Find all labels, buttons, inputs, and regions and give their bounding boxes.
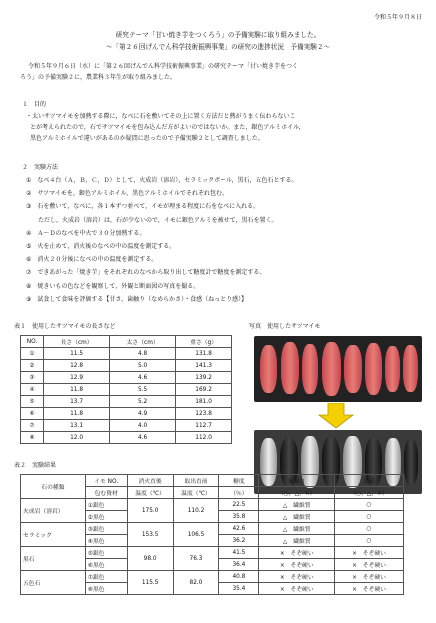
t2-texture: △ 繊維質 <box>259 535 335 547</box>
table2-caption: 表２ 実験結果 <box>14 462 57 469</box>
purpose-line-3: 黒色アルミホイルで違いがあるのか疑問に思ったので予備実験２として調査しました。 <box>30 135 264 142</box>
t1-cell: ⑥ <box>21 408 44 420</box>
t2-sugar: 22.5 <box>219 499 259 511</box>
t1-cell: 5.2 <box>110 396 176 408</box>
t2-mouthfeel: ○ <box>335 499 404 511</box>
title-line-1: 研究テーマ「甘い焼き芋をつくろう」の予備実験に取り組みました。 <box>115 31 321 39</box>
t1-header: 重さ（g） <box>176 336 232 348</box>
t1-cell: 139.2 <box>176 372 232 384</box>
table-row <box>21 571 404 583</box>
t2-mouthfeel: ○ <box>335 523 404 535</box>
table-row <box>21 384 232 396</box>
t1-cell: ⑧ <box>21 432 44 444</box>
t1-cell: 181.0 <box>176 396 232 408</box>
arrow-down-icon <box>317 403 355 429</box>
t1-cell: 5.5 <box>110 384 176 396</box>
t1-cell: ② <box>21 360 44 372</box>
t2-temp-after: 98.0 <box>127 547 173 571</box>
t1-cell: 141.3 <box>176 360 232 372</box>
t2-texture: × そぞ硬い <box>259 583 335 595</box>
section-2-heading: ２ 実験方法 <box>22 164 59 171</box>
method-line: ⑤ 火を止めて，消火後のなべの中の温度を測定する。 <box>26 243 176 250</box>
photo-caption: 写真 使用したサツマイモ <box>249 323 321 330</box>
table2 <box>20 474 404 595</box>
table-row <box>21 372 232 384</box>
method-line: ⑧ 焼きいもの色などを観察して，外観と断面図の写真を撮る。 <box>26 282 200 290</box>
t1-cell: 4.6 <box>110 432 176 444</box>
t2-potato: ⑦銀色 <box>85 571 127 583</box>
t2-sugar: 40.8 <box>219 571 259 583</box>
t2-temp-before: 110.2 <box>173 499 219 523</box>
t2-potato: ③銀色 <box>85 523 127 535</box>
t2-header-mouthfeel-scale: （○，△，×） <box>335 487 404 499</box>
t2-header-texture: 歯触り <box>259 475 335 487</box>
t2-mouthfeel: × そぞ硬い <box>335 559 404 571</box>
title-line-2: ～「第２６回げんでん科学技術振興事業」の研究の進捗状況 予備実験２～ <box>105 43 331 51</box>
method-line: ⑦ できあがった「焼き芋」をそれぞれのなべから取り出して糖度計で糖度を測定する。 <box>26 269 266 277</box>
t2-texture: × そぞ硬い <box>259 571 335 583</box>
t2-mouthfeel: × そぞ硬い <box>335 571 404 583</box>
t1-cell: 12.9 <box>44 372 110 384</box>
table-row <box>21 408 232 420</box>
t2-temp-before: 76.3 <box>173 547 219 571</box>
method-line: ⑥ 消火２０分後になべの中の温度を測定する。 <box>26 256 158 264</box>
t1-cell: 13.1 <box>44 420 110 432</box>
intro-line-2: ろう」の予備実験２に，農業科３年生が取り組みました。 <box>20 74 177 81</box>
t2-temp-after: 175.0 <box>127 499 173 523</box>
t1-cell: 5.0 <box>110 360 176 372</box>
t2-temp-before: 82.0 <box>173 571 219 595</box>
t2-sugar: 42.6 <box>219 523 259 535</box>
t1-cell: ⑤ <box>21 396 44 408</box>
method-line: ⑨ 試食して食味を評価する【甘さ，歯触り（なめらかさ）・食感（ねっとり感）】 <box>26 295 248 303</box>
t2-stone: 火成岩（溶岩） <box>21 499 86 523</box>
t1-cell: 11.8 <box>44 408 110 420</box>
photo-sweet-potatoes <box>254 336 422 402</box>
t2-mouthfeel: × そぞ硬い <box>335 583 404 595</box>
table-row <box>21 396 232 408</box>
t2-temp-before: 106.5 <box>173 523 219 547</box>
t1-cell: 13.7 <box>44 396 110 408</box>
method-line: ただし，火成岩（溶岩）は，石が少ないので，イモに銀色アルミを被せて，黒石を置く。 <box>26 216 278 224</box>
t1-cell: 4.0 <box>110 420 176 432</box>
t2-potato: ⑤銀色 <box>85 547 127 559</box>
t2-temp-after: 153.5 <box>127 523 173 547</box>
t2-mouthfeel: ○ <box>335 535 404 547</box>
method-line: ③ 石を敷いて，なべに，各１本ずつ並べて，イモが埋まる程度に石をなべに入れる。 <box>26 203 260 211</box>
intro-line-1: 令和５年９月６日（水）に「第２６回げんでん科学技術振興事業」の研究テーマ「甘い焼き芋をつく <box>28 63 299 70</box>
t1-cell: ③ <box>21 372 44 384</box>
t2-texture: △ 繊維質 <box>259 523 335 535</box>
table1-caption: 表１ 使用したサツマイモの長さなど <box>14 323 116 330</box>
t1-cell: 4.8 <box>110 348 176 360</box>
table-row <box>21 360 232 372</box>
table-row <box>21 499 404 511</box>
table-row <box>21 348 232 360</box>
table-row <box>21 547 404 559</box>
t2-mouthfeel: ○ <box>335 511 404 523</box>
date: 令和５年９月８日 <box>373 14 422 21</box>
t1-cell: 12.8 <box>44 360 110 372</box>
t2-texture: × そぞ硬い <box>259 559 335 571</box>
method-line: ① なべ４台（Ａ，Ｂ，Ｃ，Ｄ）として，火成岩（溶岩），セラミックボール，黒石，五色石とする。 <box>26 177 298 184</box>
t2-potato: ⑧黒色 <box>85 583 127 595</box>
t2-texture: × そぞ硬い <box>259 547 335 559</box>
t1-cell: 4.9 <box>110 408 176 420</box>
method-line: ② サツマイモを，銀色アルミホイル，黒色アルミホイルでそれぞれ包む。 <box>26 190 228 198</box>
t1-cell: 123.8 <box>176 408 232 420</box>
table-row <box>21 420 232 432</box>
t2-stone: 五色石 <box>21 571 86 595</box>
purpose-line-2: とが考えられたので，石でサツマイモを包み込んだ方がよいのではないか。また，銀色アルミホイル， <box>30 124 305 131</box>
t2-header-temp1-unit: 温度（℃） <box>127 487 173 499</box>
t1-cell: ① <box>21 348 44 360</box>
section-1-heading: １ 目的 <box>22 101 47 108</box>
t2-stone: セラミック <box>21 523 86 547</box>
t2-potato: ①銀色 <box>85 499 127 511</box>
method-line: ④ Ａ～Ｄのなべを中火で３０分加熱する。 <box>26 229 146 237</box>
t1-header: 長さ（cm） <box>44 336 110 348</box>
t2-header-temp1: 消火直後 <box>127 475 173 487</box>
t2-texture: △ 繊維質 <box>259 499 335 511</box>
t1-cell: 12.0 <box>44 432 110 444</box>
t2-potato: ⑥黒色 <box>85 559 127 571</box>
t2-header-temp2-unit: 温度（℃） <box>173 487 219 499</box>
t1-cell: 11.5 <box>44 348 110 360</box>
table-row <box>21 432 232 444</box>
t2-mouthfeel: × そぞ硬い <box>335 547 404 559</box>
t2-header-mouthfeel: 食感 <box>335 475 404 487</box>
t1-header: NO. <box>21 336 44 348</box>
t2-sugar: 41.5 <box>219 547 259 559</box>
table1 <box>20 335 232 444</box>
t1-cell: 112.7 <box>176 420 232 432</box>
t2-sugar: 35.8 <box>219 511 259 523</box>
t1-header: 太さ（cm） <box>110 336 176 348</box>
t2-temp-after: 115.5 <box>127 571 173 595</box>
t2-header-no: イモ NO. <box>85 475 127 487</box>
t2-texture: △ 繊維質 <box>259 511 335 523</box>
t1-cell: 112.0 <box>176 432 232 444</box>
table-row <box>21 523 404 535</box>
t2-sugar: 35.4 <box>219 583 259 595</box>
t2-potato: ④黒色 <box>85 535 127 547</box>
t2-header-sugar: 糖度 <box>219 475 259 487</box>
t1-cell: 131.8 <box>176 348 232 360</box>
t2-header-texture-scale: （○，△，×） <box>259 487 335 499</box>
t1-cell: 4.6 <box>110 372 176 384</box>
t1-cell: ④ <box>21 384 44 396</box>
t2-sugar: 36.4 <box>219 559 259 571</box>
t2-sugar: 36.2 <box>219 535 259 547</box>
t2-header-stone: 石の種類 <box>21 475 86 499</box>
purpose-line-1: ・太いサツマイモを加熱する際に，なべに石を敷いてその上に置く方法だと熱がうまく伝わらないこ <box>26 113 296 120</box>
t2-header-wrap: 包む資材 <box>85 487 127 499</box>
t2-header-temp2: 取出直前 <box>173 475 219 487</box>
t2-header-sugar-unit: （％） <box>219 487 259 499</box>
t1-cell: 169.2 <box>176 384 232 396</box>
t1-cell: 11.8 <box>44 384 110 396</box>
t2-potato: ②黒色 <box>85 511 127 523</box>
t2-stone: 黒石 <box>21 547 86 571</box>
t1-cell: ⑦ <box>21 420 44 432</box>
